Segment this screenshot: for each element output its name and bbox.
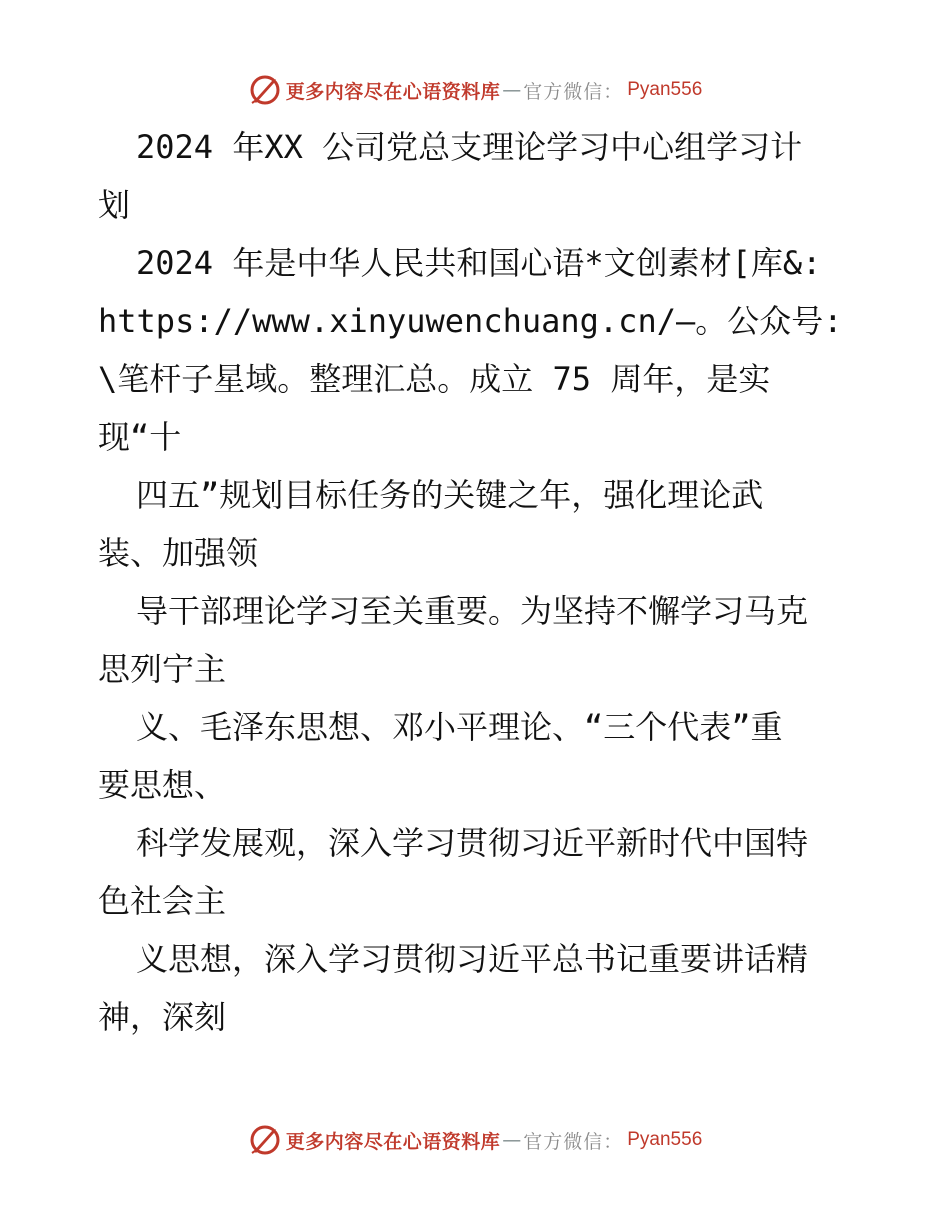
banner-site-text: 更多内容尽在心语资料库 (285, 80, 501, 103)
paragraph-line: 神，深刻 (98, 998, 227, 1036)
banner-account: Pyan556 (627, 79, 703, 100)
footer-watermark-banner (0, 1120, 950, 1160)
paragraph-line: 义、毛泽东思想、邓小平理论、“三个代表”重 (136, 708, 783, 746)
paragraph-line: 2024 年是中华人民共和国心语*文创素材[库&: (136, 244, 822, 282)
banner-official-label: 官方微信： (523, 1130, 624, 1153)
document-body (98, 118, 858, 1046)
banner-separator: — (502, 1129, 522, 1151)
paragraph-line: 义思想，深入学习贯彻习近平总书记重要讲话精 (136, 940, 809, 978)
paragraph-line: \笔杆子星域。整理汇总。成立 75 周年，是实 (98, 360, 771, 398)
banner-separator: — (502, 79, 522, 101)
banner-site-text: 更多内容尽在心语资料库 (285, 1130, 501, 1153)
paragraph-line: 色社会主 (98, 882, 227, 920)
title-line-1: 2024 年XX 公司党总支理论学习中心组学习计 (136, 128, 803, 166)
paragraph-line: 导干部理论学习至关重要。为坚持不懈学习马克 (136, 592, 809, 630)
banner-account: Pyan556 (627, 1129, 703, 1150)
header-watermark-banner (0, 70, 950, 110)
paragraph-line: 思列宁主 (98, 650, 227, 688)
quill-logo-icon (248, 73, 282, 107)
paragraph-line: 现“十 (98, 418, 182, 456)
paragraph-line: 四五”规划目标任务的关键之年，强化理论武 (136, 476, 764, 514)
paragraph-line: 科学发展观，深入学习贯彻习近平新时代中国特 (136, 824, 809, 862)
paragraph-line: 装、加强领 (98, 534, 259, 572)
paragraph-line: https://www.xinyuwenchuang.cn/—。公众号: (98, 302, 843, 340)
paragraph-line: 要思想、 (98, 766, 227, 804)
quill-logo-icon (248, 1123, 282, 1157)
title-line-2: 划 (98, 186, 131, 224)
banner-official-label: 官方微信： (523, 80, 624, 103)
